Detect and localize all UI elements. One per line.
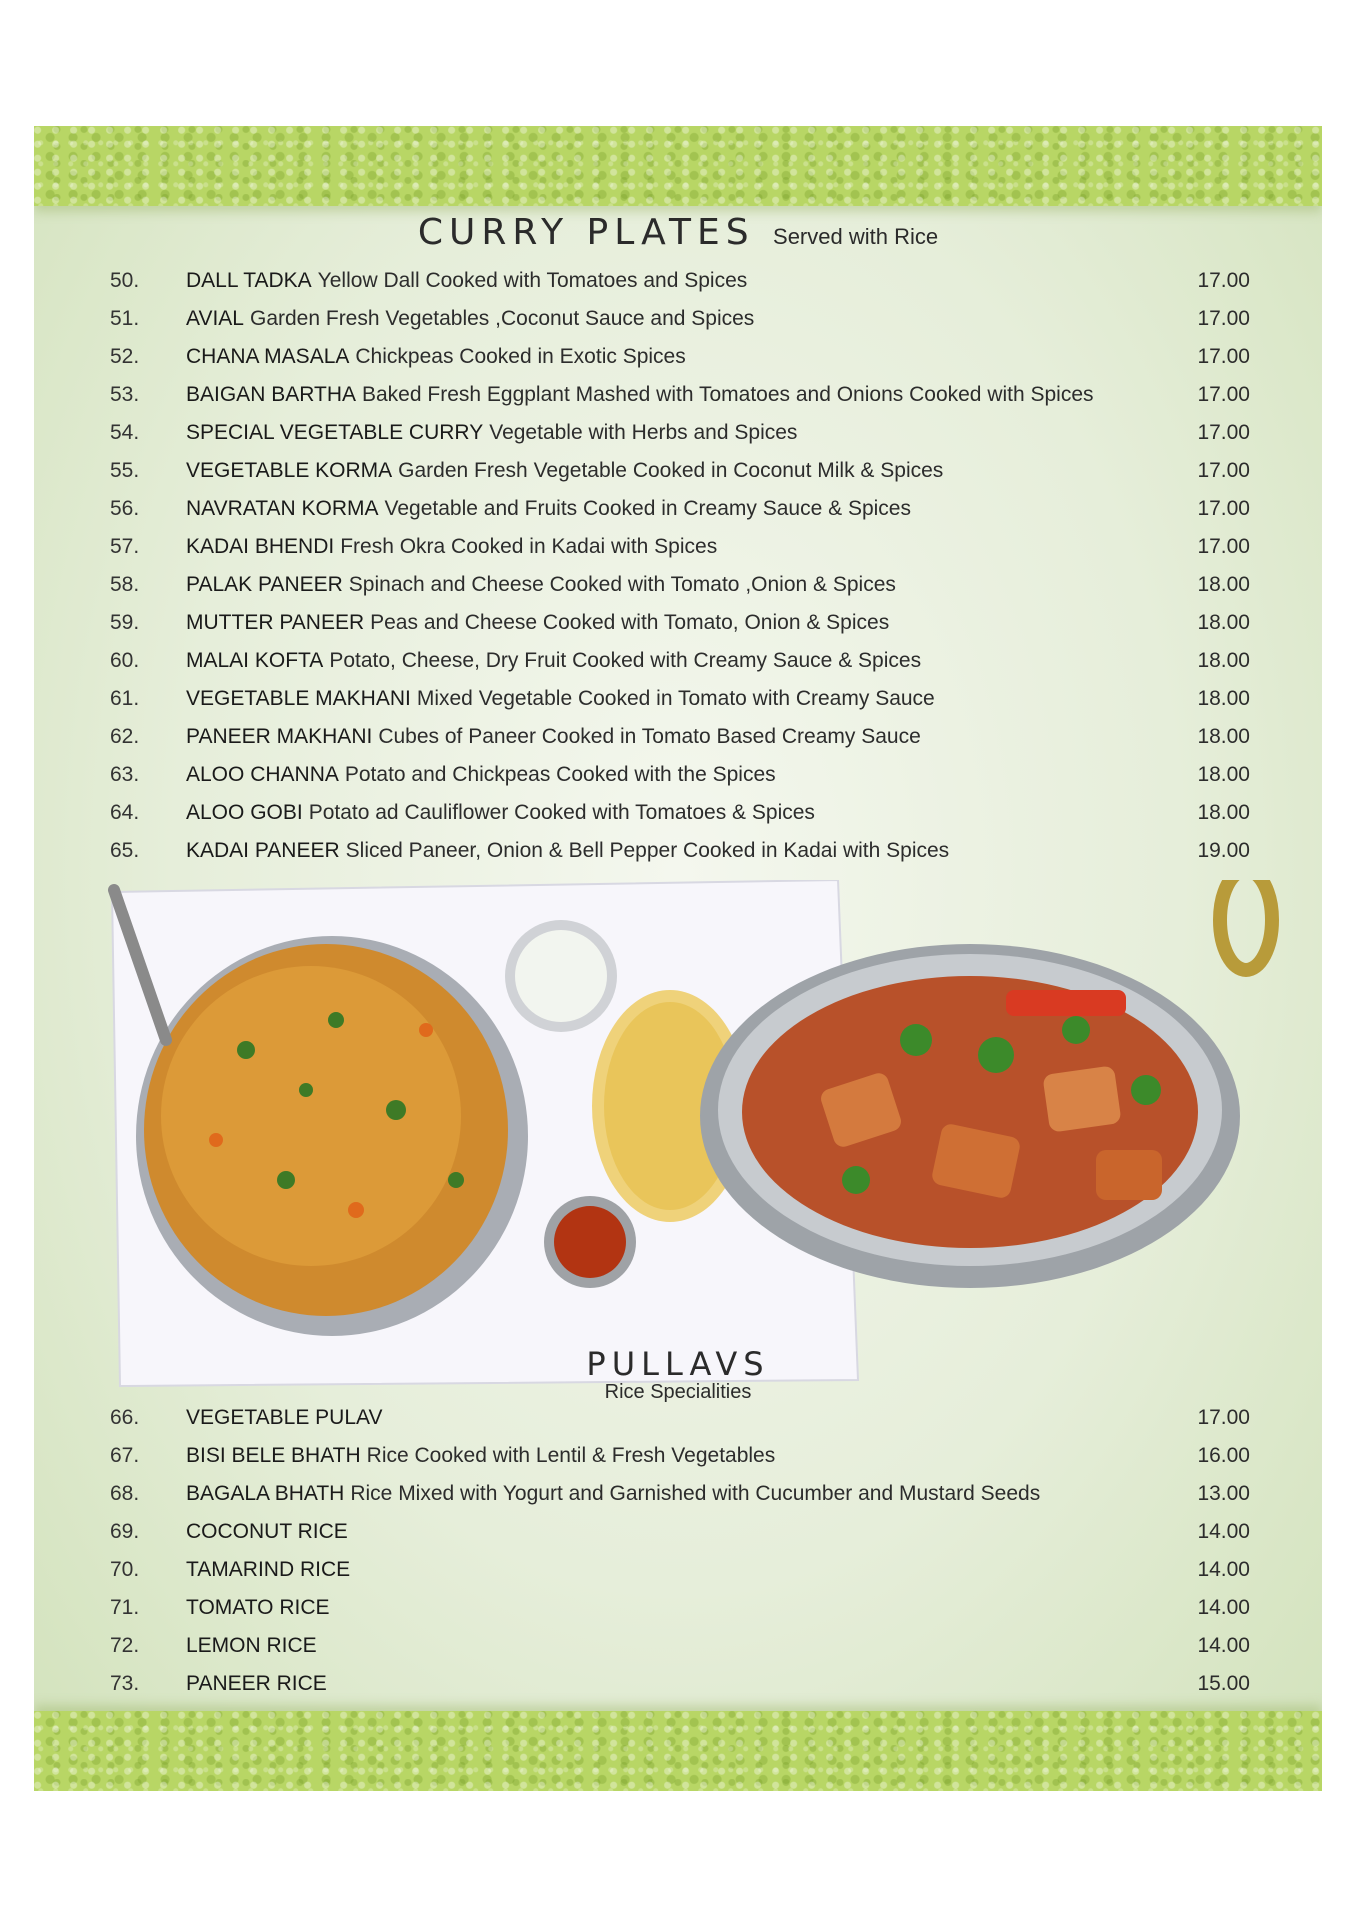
item-text xyxy=(186,262,747,300)
item-description: Potato, Cheese, Dry Fruit Cooked with Creamy Sauce & Spices xyxy=(329,649,922,672)
item-price: 17.00 xyxy=(1197,345,1250,368)
item-number: 68. xyxy=(110,1482,140,1505)
item-number: 51. xyxy=(110,307,140,330)
item-text xyxy=(186,1589,330,1627)
item-name: BAGALA BHATH xyxy=(186,1482,345,1505)
menu-item xyxy=(34,528,1322,566)
menu-page xyxy=(34,126,1322,1791)
menu-item xyxy=(34,376,1322,414)
menu-item xyxy=(34,1589,1322,1627)
decorative-bottom-border xyxy=(34,1711,1322,1791)
item-text xyxy=(186,452,943,490)
item-name: TAMARIND RICE xyxy=(186,1558,351,1581)
curry-plates-list xyxy=(34,262,1322,870)
item-description: Sliced Paneer, Onion & Bell Pepper Cooked in Kadai with Spices xyxy=(345,839,950,862)
item-number: 56. xyxy=(110,497,140,520)
item-number: 57. xyxy=(110,535,140,558)
menu-item xyxy=(34,1437,1322,1475)
item-price: 18.00 xyxy=(1197,573,1250,596)
item-text xyxy=(186,1475,1040,1513)
item-name: PALAK PANEER xyxy=(186,573,343,596)
item-text xyxy=(186,338,686,376)
item-description: Chickpeas Cooked in Exotic Spices xyxy=(355,345,686,368)
item-number: 67. xyxy=(110,1444,140,1467)
curry-plates-title: CURRY PLATES xyxy=(417,212,755,253)
item-description: Vegetable with Herbs and Spices xyxy=(489,421,798,444)
item-price: 17.00 xyxy=(1197,497,1250,520)
pullavs-heading xyxy=(558,1345,798,1404)
item-price: 18.00 xyxy=(1197,649,1250,672)
item-number: 72. xyxy=(110,1634,140,1657)
item-number: 73. xyxy=(110,1672,140,1695)
item-name: KADAI PANEER xyxy=(186,839,340,862)
item-description: Spinach and Cheese Cooked with Tomato ,Onion & Spices xyxy=(348,573,896,596)
item-price: 17.00 xyxy=(1197,459,1250,482)
item-name: CHANA MASALA xyxy=(186,345,350,368)
item-price: 17.00 xyxy=(1197,1406,1250,1429)
item-price: 14.00 xyxy=(1197,1520,1250,1543)
item-number: 52. xyxy=(110,345,140,368)
item-number: 63. xyxy=(110,763,140,786)
item-text xyxy=(186,1437,775,1475)
item-name: PANEER MAKHANI xyxy=(186,725,373,748)
item-number: 69. xyxy=(110,1520,140,1543)
item-number: 66. xyxy=(110,1406,140,1429)
item-description: Baked Fresh Eggplant Mashed with Tomatoes and Onions Cooked with Spices xyxy=(362,383,1094,406)
menu-item xyxy=(34,1513,1322,1551)
item-name: PANEER RICE xyxy=(186,1672,327,1695)
item-price: 16.00 xyxy=(1197,1444,1250,1467)
item-number: 60. xyxy=(110,649,140,672)
item-name: BAIGAN BARTHA xyxy=(186,383,356,406)
menu-item xyxy=(34,262,1322,300)
item-number: 55. xyxy=(110,459,140,482)
item-number: 62. xyxy=(110,725,140,748)
item-number: 58. xyxy=(110,573,140,596)
item-text xyxy=(186,414,797,452)
item-description: Fresh Okra Cooked in Kadai with Spices xyxy=(340,535,718,558)
menu-item xyxy=(34,604,1322,642)
item-number: 71. xyxy=(110,1596,140,1619)
menu-item xyxy=(34,452,1322,490)
item-name: VEGETABLE PULAV xyxy=(186,1406,383,1429)
pullavs-subtitle: Rice Specialities xyxy=(604,1381,752,1403)
item-name: KADAI BHENDI xyxy=(186,535,335,558)
menu-item xyxy=(34,794,1322,832)
item-text xyxy=(186,376,1094,414)
item-description: Yellow Dall Cooked with Tomatoes and Spices xyxy=(317,269,748,292)
curry-plates-subtitle: Served with Rice xyxy=(773,224,939,249)
item-text xyxy=(186,1399,382,1437)
item-description: Vegetable and Fruits Cooked in Creamy Sauce & Spices xyxy=(384,497,911,520)
menu-item xyxy=(34,566,1322,604)
menu-item xyxy=(34,300,1322,338)
menu-item xyxy=(34,718,1322,756)
decorative-top-border xyxy=(34,126,1322,206)
item-text xyxy=(186,566,896,604)
item-name: BISI BELE BHATH xyxy=(186,1444,361,1467)
item-description: Garden Fresh Vegetables ,Coconut Sauce and Spices xyxy=(249,307,755,330)
item-description: Rice Cooked with Lentil & Fresh Vegetables xyxy=(366,1444,776,1467)
item-name: MALAI KOFTA xyxy=(186,649,324,672)
menu-item xyxy=(34,642,1322,680)
item-name: NAVRATAN KORMA xyxy=(186,497,379,520)
item-number: 53. xyxy=(110,383,140,406)
menu-item xyxy=(34,1665,1322,1703)
item-number: 50. xyxy=(110,269,140,292)
item-number: 64. xyxy=(110,801,140,824)
item-number: 70. xyxy=(110,1558,140,1581)
item-name: ALOO CHANNA xyxy=(186,763,339,786)
item-price: 18.00 xyxy=(1197,763,1250,786)
pullavs-title: PULLAVS xyxy=(586,1345,770,1383)
item-text xyxy=(186,300,754,338)
item-description: Peas and Cheese Cooked with Tomato, Onion & Spices xyxy=(370,611,890,634)
menu-item xyxy=(34,1627,1322,1665)
curry-plates-heading xyxy=(34,212,1322,253)
item-text xyxy=(186,1513,348,1551)
item-text xyxy=(186,1627,317,1665)
item-price: 14.00 xyxy=(1197,1634,1250,1657)
item-price: 17.00 xyxy=(1197,383,1250,406)
menu-item xyxy=(34,338,1322,376)
item-description: Garden Fresh Vegetable Cooked in Coconut Milk & Spices xyxy=(398,459,944,482)
item-price: 14.00 xyxy=(1197,1558,1250,1581)
item-text xyxy=(186,1551,350,1589)
food-photo xyxy=(96,880,1280,1390)
item-description: Potato and Chickpeas Cooked with the Spices xyxy=(344,763,776,786)
menu-item xyxy=(34,756,1322,794)
menu-item xyxy=(34,1551,1322,1589)
item-text xyxy=(186,604,889,642)
item-name: AVIAL xyxy=(186,307,244,330)
item-price: 18.00 xyxy=(1197,801,1250,824)
item-price: 17.00 xyxy=(1197,421,1250,444)
item-name: DALL TADKA xyxy=(186,269,312,292)
item-text xyxy=(186,718,921,756)
item-number: 59. xyxy=(110,611,140,634)
item-price: 18.00 xyxy=(1197,611,1250,634)
item-text xyxy=(186,1665,327,1703)
item-name: VEGETABLE MAKHANI xyxy=(186,687,411,710)
item-price: 19.00 xyxy=(1197,839,1250,862)
item-text xyxy=(186,832,949,870)
item-price: 18.00 xyxy=(1197,687,1250,710)
pullavs-list xyxy=(34,1399,1322,1703)
item-price: 18.00 xyxy=(1197,725,1250,748)
item-description: Potato ad Cauliflower Cooked with Tomatoes & Spices xyxy=(308,801,815,824)
item-price: 14.00 xyxy=(1197,1596,1250,1619)
item-number: 65. xyxy=(110,839,140,862)
menu-item xyxy=(34,1399,1322,1437)
item-name: VEGETABLE KORMA xyxy=(186,459,393,482)
item-description: Cubes of Paneer Cooked in Tomato Based Creamy Sauce xyxy=(378,725,921,748)
item-price: 17.00 xyxy=(1197,307,1250,330)
item-name: ALOO GOBI xyxy=(186,801,303,824)
item-number: 61. xyxy=(110,687,140,710)
item-name: LEMON RICE xyxy=(186,1634,317,1657)
item-text xyxy=(186,756,776,794)
menu-item xyxy=(34,414,1322,452)
item-text xyxy=(186,642,921,680)
item-number: 54. xyxy=(110,421,140,444)
item-name: COCONUT RICE xyxy=(186,1520,348,1543)
item-text xyxy=(186,490,911,528)
menu-item xyxy=(34,832,1322,870)
item-price: 17.00 xyxy=(1197,535,1250,558)
menu-item xyxy=(34,1475,1322,1513)
item-text xyxy=(186,528,717,566)
item-price: 13.00 xyxy=(1197,1482,1250,1505)
item-name: MUTTER PANEER xyxy=(186,611,365,634)
item-description: Mixed Vegetable Cooked in Tomato with Creamy Sauce xyxy=(416,687,935,710)
item-text xyxy=(186,794,815,832)
menu-item xyxy=(34,680,1322,718)
menu-item xyxy=(34,490,1322,528)
item-name: TOMATO RICE xyxy=(186,1596,330,1619)
item-description: Rice Mixed with Yogurt and Garnished with Cucumber and Mustard Seeds xyxy=(350,1482,1041,1505)
item-price: 17.00 xyxy=(1197,269,1250,292)
item-price: 15.00 xyxy=(1197,1672,1250,1695)
item-name: SPECIAL VEGETABLE CURRY xyxy=(186,421,484,444)
item-text xyxy=(186,680,935,718)
